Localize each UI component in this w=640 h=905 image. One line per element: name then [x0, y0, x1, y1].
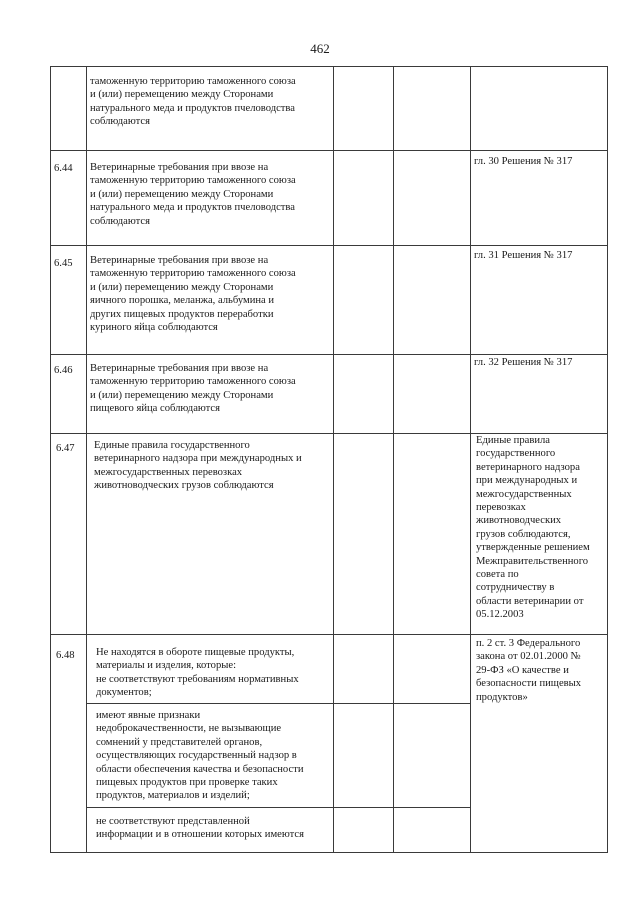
- sub-row-separator: [86, 703, 471, 704]
- row-reference: гл. 30 Решения № 317: [474, 156, 573, 167]
- sub-row-separator: [86, 807, 471, 808]
- table-divider-num: [86, 66, 87, 853]
- table-border-right: [607, 66, 608, 853]
- requirements-table: [50, 66, 608, 853]
- page-number: 462: [310, 41, 330, 56]
- row-separator: [50, 150, 608, 151]
- table-border-bottom: [50, 852, 608, 853]
- row-separator: [50, 634, 608, 635]
- row-reference: гл. 31 Решения № 317: [474, 250, 573, 261]
- row-text: Ветеринарные требования при ввозе на таможенную территорию таможенного союза и (или) перемещению между Сторонами натурального меда и продуктов пчеловодства соблюдаются: [90, 162, 296, 227]
- table-divider-col3: [393, 66, 394, 853]
- row-separator: [50, 245, 608, 246]
- table-divider-text: [333, 66, 334, 853]
- row-number: 6.47: [56, 443, 75, 454]
- row-number: 6.45: [54, 258, 73, 269]
- row-number: 6.46: [54, 365, 73, 376]
- row-text: имеют явные признаки недоброкачественности, не вызывающие сомнений у представителей органов, осуществляющих государственный надзор в области обеспечения качества и безопасности пищевых продуктов при проверке таких продуктов, материалов и изделий;: [96, 710, 304, 802]
- row-number: 6.44: [54, 163, 73, 174]
- row-text: таможенную территорию таможенного союза и (или) перемещению между Сторонами натурального меда и продуктов пчеловодства соблюдаются: [90, 76, 296, 128]
- row-text: Не находятся в обороте пищевые продукты, материалы и изделия, которые: не соответствуют требованиям нормативных документов;: [96, 647, 299, 699]
- row-separator: [50, 354, 608, 355]
- row-text: не соответствуют представленной информации и в отношении которых имеются: [96, 816, 304, 841]
- row-reference: гл. 32 Решения № 317: [474, 357, 573, 368]
- row-number: 6.48: [56, 650, 75, 661]
- row-text: Ветеринарные требования при ввозе на таможенную территорию таможенного союза и (или) перемещению между Сторонами пищевого яйца соблюдаются: [90, 363, 296, 415]
- row-text: Единые правила государственного ветеринарного надзора при международных и межгосударственных перевозках животноводческих грузов соблюдаются: [94, 440, 302, 492]
- row-text: Ветеринарные требования при ввозе на таможенную территорию таможенного союза и (или) перемещению между Сторонами яичного порошка, меланжа, альбумина и других пищевых продуктов переработки куриного яйца соблюдаются: [90, 255, 296, 334]
- table-border-left: [50, 66, 51, 853]
- table-border-top: [50, 66, 608, 67]
- table-divider-col4: [470, 66, 471, 853]
- row-reference: Единые правила государственного ветеринарного надзора при международных и межгосударственных перевозках животноводческих грузов соблюдаются, утвержденные решением Межправительственного совета по сотрудничеству в области ветеринарии от 05.12.2003: [476, 435, 590, 621]
- row-reference: п. 2 ст. 3 Федерального закона от 02.01.2000 № 29-ФЗ «О качестве и безопасности пищевых продуктов»: [476, 638, 582, 703]
